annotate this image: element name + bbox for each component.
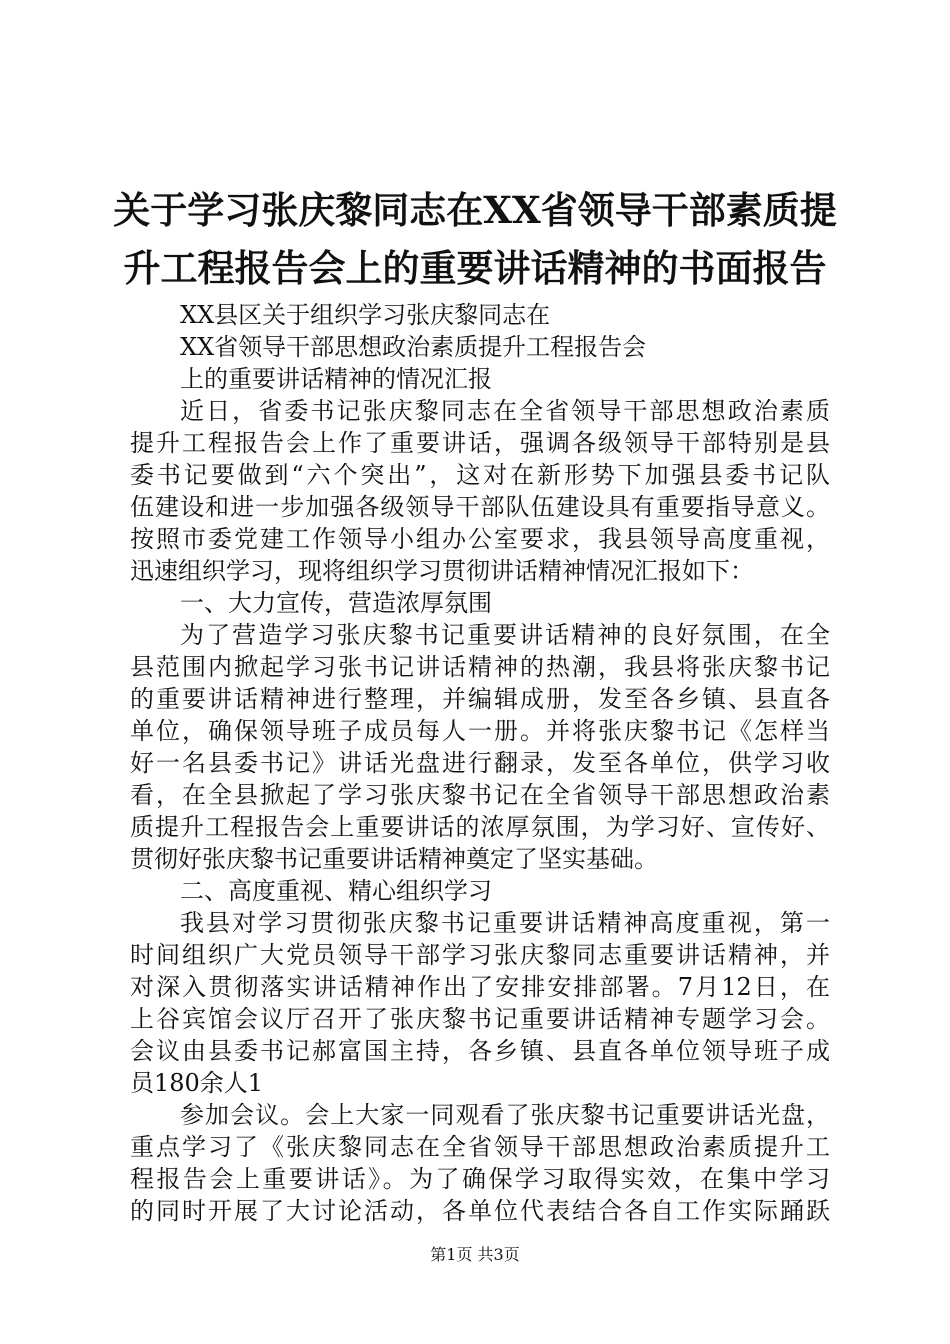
paragraph-line: 会议由县委书记郝富国主持，各乡镇、县直各单位领导班子成 xyxy=(130,1037,830,1065)
paragraph-line: 近日，省委书记张庆黎同志在全省领导干部思想政治素质 xyxy=(180,397,830,425)
section-heading: 一、大力宣传，营造浓厚氛围 xyxy=(180,589,492,617)
paragraph-line: 的同时开展了大讨论活动，各单位代表结合各自工作实际踊跃 xyxy=(130,1197,830,1225)
paragraph-line: 重点学习了《张庆黎同志在全省领导干部思想政治素质提升工 xyxy=(130,1133,830,1161)
paragraph-line: 员180余人1 xyxy=(130,1069,264,1097)
paragraph-line: 提升工程报告会上作了重要讲话，强调各级领导干部特别是县 xyxy=(130,429,830,457)
paragraph-line: 看，在全县掀起了学习张庆黎书记在全省领导干部思想政治素 xyxy=(130,781,830,809)
paragraph-line: 委书记要做到“六个突出”，这对在新形势下加强县委书记队 xyxy=(130,461,830,489)
paragraph-line: 贯彻好张庆黎书记重要讲话精神奠定了坚实基础。 xyxy=(130,845,658,873)
paragraph-line: 好一名县委书记》讲话光盘进行翻录，发至各单位，供学习收 xyxy=(130,749,830,777)
paragraph-line: 对深入贯彻落实讲话精神作出了安排安排部署。7月12日，在 xyxy=(130,973,830,1001)
paragraph-line: 为了营造学习张庆黎书记重要讲话精神的良好氛围，在全 xyxy=(180,621,830,649)
paragraph-line: 我县对学习贯彻张庆黎书记重要讲话精神高度重视，第一 xyxy=(180,909,830,937)
page-footer: 第1页 共3页 xyxy=(430,1245,520,1264)
paragraph-line: 按照市委党建工作领导小组办公室要求，我县领导高度重视， xyxy=(130,525,830,553)
paragraph-line: 参加会议。会上大家一同观看了张庆黎书记重要讲话光盘， xyxy=(180,1101,830,1129)
paragraph-line: 县范围内掀起学习张书记讲话精神的热潮，我县将张庆黎书记 xyxy=(130,653,830,681)
paragraph-line: 伍建设和进一步加强各级领导干部队伍建设具有重要指导意义。 xyxy=(130,493,830,521)
paragraph-line: 时间组织广大党员领导干部学习张庆黎同志重要讲话精神，并 xyxy=(130,941,830,969)
document-title-line-2: 升工程报告会上的重要讲话精神的书面报告 xyxy=(123,246,827,290)
paragraph-line: 上谷宾馆会议厅召开了张庆黎书记重要讲话精神专题学习会。 xyxy=(130,1005,830,1033)
section-heading: 二、高度重视、精心组织学习 xyxy=(180,877,492,905)
subtitle-line: XX县区关于组织学习张庆黎同志在 xyxy=(180,301,551,329)
subtitle-line: 上的重要讲话精神的情况汇报 xyxy=(180,365,492,393)
paragraph-line: 质提升工程报告会上重要讲话的浓厚氛围，为学习好、宣传好、 xyxy=(130,813,830,841)
paragraph-line: 迅速组织学习，现将组织学习贯彻讲话精神情况汇报如下： xyxy=(130,557,754,585)
paragraph-line: 单位，确保领导班子成员每人一册。并将张庆黎书记《怎样当 xyxy=(130,717,830,745)
paragraph-line: 程报告会上重要讲话》。为了确保学习取得实效，在集中学习 xyxy=(130,1165,830,1193)
document-title-line-1: 关于学习张庆黎同志在XX省领导干部素质提 xyxy=(113,188,837,232)
subtitle-line: XX省领导干部思想政治素质提升工程报告会 xyxy=(180,333,647,361)
paragraph-line: 的重要讲话精神进行整理，并编辑成册，发至各乡镇、县直各 xyxy=(130,685,830,713)
